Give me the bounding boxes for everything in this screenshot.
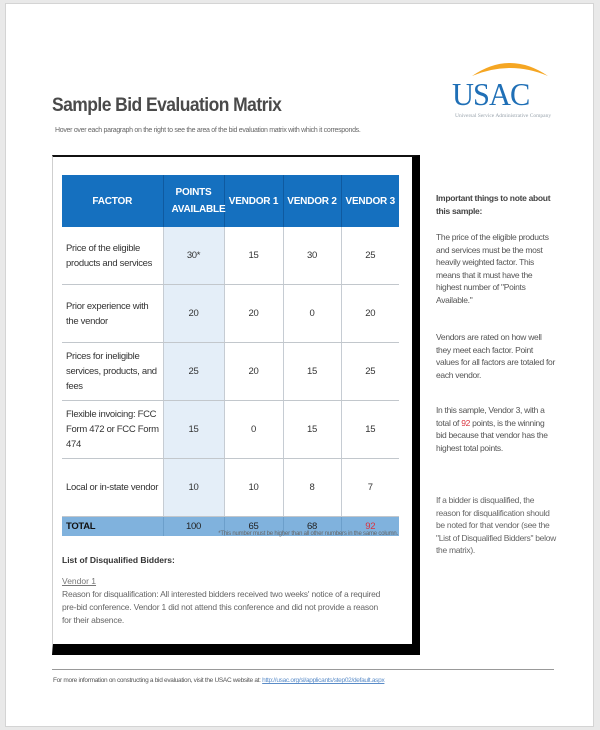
- column-header-vendor-3: VENDOR 3: [341, 175, 399, 227]
- table-row: [62, 401, 399, 459]
- footer-text: For more information on constructing a bid evaluation, visit the USAC website at:: [53, 677, 263, 684]
- sidebar-note-price[interactable]: The price of the eligible products and services must be the most heavily weighted factor. This means that it must have the highest number of "Points Available.": [436, 232, 549, 305]
- vendor-2-cell: 8: [283, 459, 341, 517]
- total-points: 100: [163, 517, 224, 537]
- footer-note: [53, 677, 384, 684]
- factor-cell: Prices for ineligible services, products, and fees: [62, 343, 163, 401]
- matrix-header-row: [62, 175, 399, 227]
- factor-cell: Prior experience with the vendor: [62, 285, 163, 343]
- points-cell: 15: [163, 401, 224, 459]
- vendor-3-cell: 25: [341, 227, 399, 285]
- factor-cell: Local or in-state vendor: [62, 459, 163, 517]
- total-vendor-3-winner: 92: [341, 517, 399, 537]
- page-subtitle: Hover over each paragraph on the right to see the area of the bid evaluation matrix with which it corresponds.: [55, 127, 361, 134]
- factor-cell: Flexible invoicing: FCC Form 472 or FCC Form 474: [62, 401, 163, 459]
- sidebar-note-winner[interactable]: [436, 404, 556, 454]
- table-row: [62, 343, 399, 401]
- vendor-1-cell: 0: [224, 401, 283, 459]
- vendor-3-cell: 15: [341, 401, 399, 459]
- vendor-3-cell: 7: [341, 459, 399, 517]
- bid-evaluation-matrix: [62, 175, 399, 536]
- column-header-points: POINTS AVAILABLE: [163, 175, 224, 227]
- disqualified-vendor: Vendor 1: [62, 576, 97, 586]
- column-header-vendor-2: VENDOR 2: [283, 175, 341, 227]
- winner-text-after: points, is the winning bid because that vendor has the highest total points.: [436, 417, 548, 453]
- sidebar-note-disqualified[interactable]: If a bidder is disqualified, the reason for disqualification should be noted for that vendor (see the "List of Disqualified Bidders" below the matrix).: [436, 495, 556, 555]
- total-vendor-1: 65: [224, 517, 283, 537]
- total-label: TOTAL: [62, 517, 163, 537]
- usac-website-link[interactable]: http://usac.org/sl/applicants/step02/default.aspx: [262, 677, 385, 684]
- vendor-1-cell: 20: [224, 285, 283, 343]
- points-cell: 10: [163, 459, 224, 517]
- vendor-2-cell: 15: [283, 401, 341, 459]
- logo-text: USAC: [452, 76, 530, 112]
- points-cell: 25: [163, 343, 224, 401]
- vendor-1-cell: 20: [224, 343, 283, 401]
- vendor-3-cell: 25: [341, 343, 399, 401]
- sidebar-heading: Important things to note about this sample:: [436, 193, 551, 216]
- vendor-1-cell: 15: [224, 227, 283, 285]
- vendor-2-cell: 30: [283, 227, 341, 285]
- table-row: [62, 227, 399, 285]
- points-cell: 20: [163, 285, 224, 343]
- sidebar-note-rating[interactable]: Vendors are rated on how well they meet each factor. Point values for all factors are totaled for each vendor.: [436, 332, 555, 380]
- document-page: [5, 3, 594, 727]
- page-title: Sample Bid Evaluation Matrix: [52, 95, 282, 116]
- winner-text-before: In this sample, Vendor 3, with a total of: [436, 405, 545, 428]
- usac-logo: [450, 54, 555, 129]
- points-cell: 30*: [163, 227, 224, 285]
- total-vendor-2: 68: [283, 517, 341, 537]
- matrix-panel: [52, 155, 420, 655]
- table-row: [62, 459, 399, 517]
- column-header-vendor-1: VENDOR 1: [224, 175, 283, 227]
- disqualified-reason: Reason for disqualification: All interested bidders received two weeks' notice of a required pre-bid conference. Vendor 1 did not attend this conference and did not provide a reason for their absence.: [62, 589, 381, 625]
- matrix-footnote: *This number must be higher than all other numbers in the same column.: [218, 531, 398, 537]
- logo-tagline: Universal Service Administrative Company: [455, 113, 552, 119]
- vendor-1-cell: 10: [224, 459, 283, 517]
- factor-cell: Price of the eligible products and services: [62, 227, 163, 285]
- footer-divider: [52, 669, 554, 670]
- column-header-factor: FACTOR: [62, 175, 163, 227]
- vendor-3-cell: 20: [341, 285, 399, 343]
- winner-total-highlight: 92: [461, 417, 471, 428]
- table-row: [62, 285, 399, 343]
- disqualified-title: List of Disqualified Bidders:: [62, 555, 175, 565]
- vendor-2-cell: 15: [283, 343, 341, 401]
- vendor-2-cell: 0: [283, 285, 341, 343]
